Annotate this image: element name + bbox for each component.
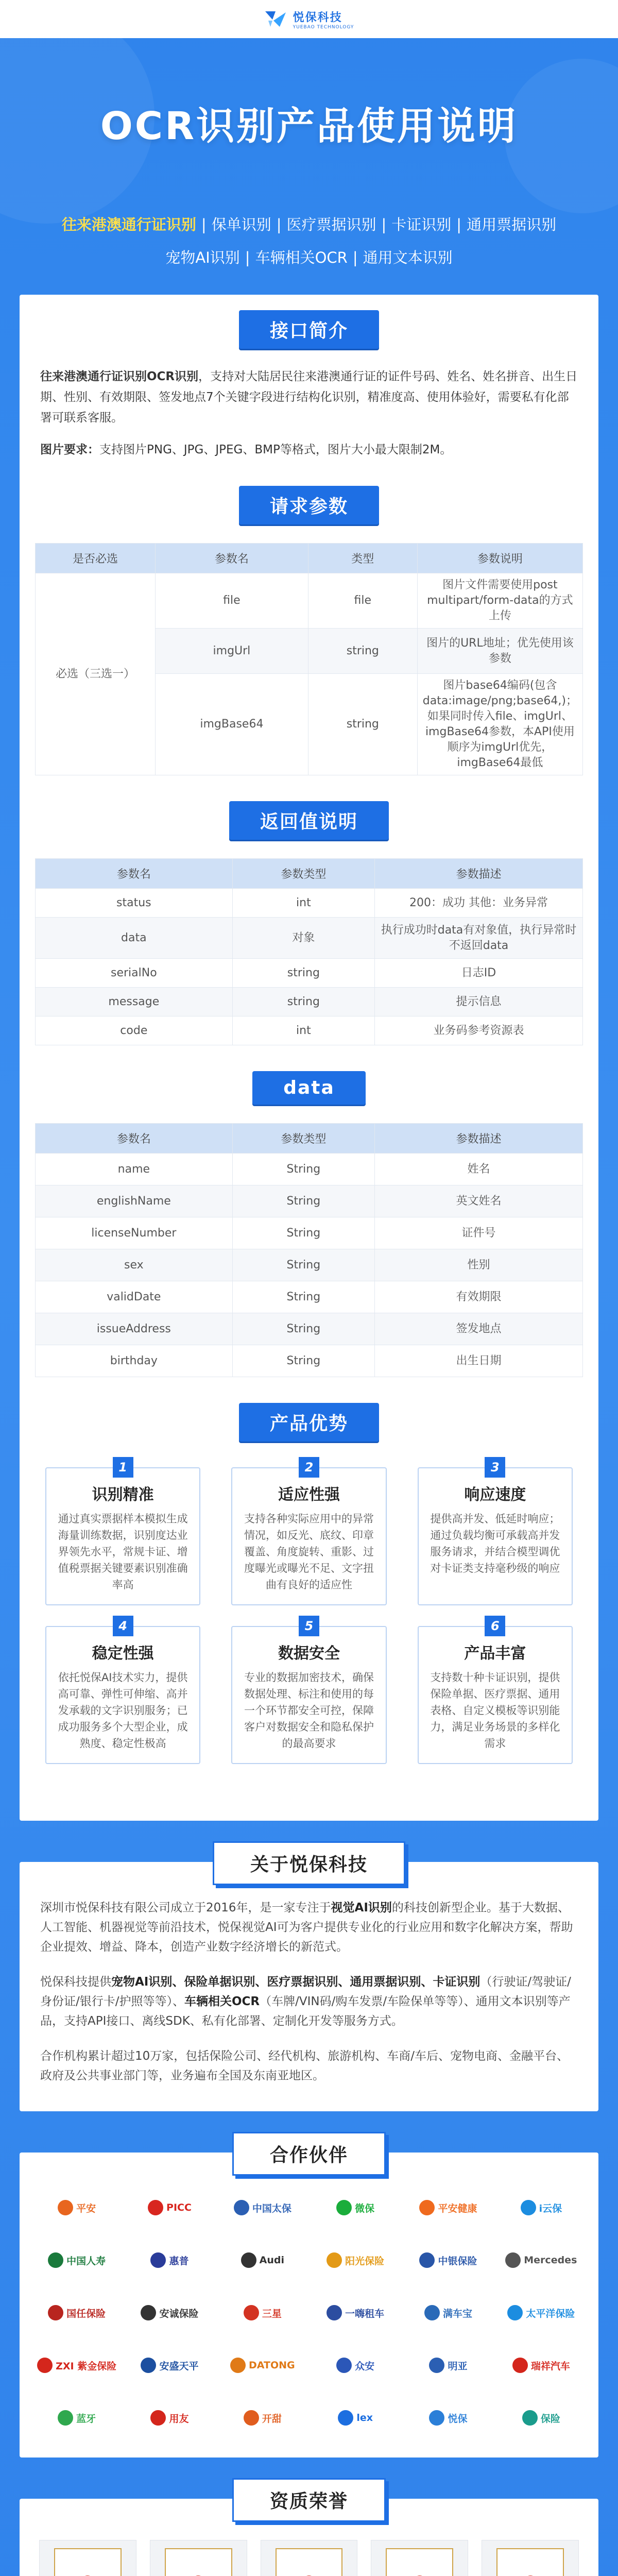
table-cell: validDate [36,1281,233,1313]
partner-logo-icon [338,2410,353,2426]
table-cell: 日志ID [375,959,583,988]
advantage-title: 响应速度 [464,1486,526,1504]
partner-logo-icon [521,2200,536,2215]
table-cell: String [232,1313,374,1345]
partner-logo [500,2346,583,2384]
intro-requirements [40,439,578,460]
partner-name: 一嗨租车 [345,2308,385,2319]
partner-name: 平安健康 [438,2202,477,2214]
partner-logo [128,2346,211,2384]
partner-logo [314,2399,397,2437]
data-fields-table [35,1123,583,1377]
nav-link-vehicle-ocr[interactable]: 车辆相关OCR [255,249,348,266]
partner-logo [128,2241,211,2279]
partner-logo-icon [48,2252,63,2268]
about-paragraph [40,1898,578,1957]
table-cell: imgUrl [156,629,308,674]
table-cell: String [232,1217,374,1249]
table-cell: 业务码参考资源表 [375,1016,583,1045]
table-row [36,573,583,629]
partner-name: 明亚 [448,2360,468,2372]
partner-logo-icon [58,2410,73,2426]
partner-name: 安诚保险 [159,2308,199,2319]
table-header-cell: 参数名 [156,544,308,573]
table-cell: int [232,1016,374,1045]
certificate-image [39,2540,136,2576]
about-text: （行驶证/驾驶证/身份证/银行卡/护照等等）、 [40,1975,571,2008]
doc-card [20,295,598,1821]
partner-logo-icon [244,2305,259,2320]
intro-lead-strong: 往来港澳通行证识别OCR识别 [40,370,199,383]
table-header-row [36,859,583,889]
table-cell: 图片的URL地址；优先使用该参数 [417,629,582,674]
table-cell: serialNo [36,959,233,988]
certificate [261,2540,358,2576]
table-cell: code [36,1016,233,1045]
table-row [36,1016,583,1045]
table-cell: string [308,674,417,775]
table-header-row [36,1124,583,1154]
certificate-image [150,2540,247,2576]
table-cell: data [36,918,233,959]
table-cell: string [232,959,374,988]
table-cell: 提示信息 [375,988,583,1016]
brand-name-en: YUEBAO TECHNOLOGY [293,24,354,30]
partner-logo-icon [150,2252,166,2268]
partner-name: 用友 [169,2413,189,2425]
certificate [39,2540,136,2576]
table-row [36,1281,583,1313]
table-row [36,1217,583,1249]
partner-name: 蓝牙 [76,2413,96,2425]
table-cell: file [156,573,308,629]
partners-card [20,2145,598,2458]
partner-logo [35,2399,118,2437]
table-cell: String [232,1154,374,1185]
certs-card [20,2491,598,2576]
partner-name: 瑞祥汽车 [530,2360,570,2372]
table-header-cell: 参数名 [36,859,233,889]
table-cell: message [36,988,233,1016]
partner-logo [314,2346,397,2384]
partner-logo [500,2241,583,2279]
intro-req-strong: 图片要求： [40,443,99,456]
partner-logo [35,2294,118,2332]
advantage-desc: 支持数十种卡证识别，提供保险单据、医疗票据、通用表格、自定义模板等识别能力，满足业务场景的多样化需求 [430,1671,560,1750]
table-header-cell: 参数名 [36,1124,233,1154]
partner-logo [128,2399,211,2437]
table-cell: imgBase64 [156,674,308,775]
about-text: （车牌/VIN码/购车发票/车险保单等等）、通用文本识别等产品，支持API接口、离线SDK、私有化部署、定制化开发等服务方式。 [40,1995,571,2028]
partner-logo-icon [429,2358,444,2373]
partner-name: 中国人寿 [66,2255,106,2267]
advantage-title: 产品丰富 [464,1645,526,1663]
partner-logo-icon [429,2410,444,2426]
request-section [20,524,598,796]
about-section [20,1862,598,2111]
response-section [20,840,598,1066]
section-title-advantages: 产品优势 [239,1403,379,1442]
advantage-title: 识别精准 [92,1486,154,1504]
table-cell: 英文姓名 [375,1185,583,1217]
partner-logo-icon [419,2252,435,2268]
partner-logo-icon [512,2358,528,2373]
advantage-card [45,1460,200,1605]
table-row [36,918,583,959]
table-header-cell: 是否必选 [36,544,156,573]
nav-link-card[interactable]: 卡证识别 [391,216,452,233]
table-cell: issueAddress [36,1313,233,1345]
about-text-strong: 视觉AI识别 [331,1901,392,1914]
table-header-cell: 参数描述 [375,1124,583,1154]
table-cell: licenseNumber [36,1217,233,1249]
partner-logo-icon [327,2252,342,2268]
table-header-cell: 参数类型 [232,1124,374,1154]
partner-logo [35,2241,118,2279]
section-title-request: 请求参数 [239,486,379,524]
partner-name: 中国太保 [252,2202,291,2214]
table-cell: name [36,1154,233,1185]
table-cell: 200：成功 其他：业务异常 [375,889,583,918]
table-row [36,959,583,988]
partner-name: Audi [259,2255,284,2266]
nav-link-medical-bill[interactable]: 医疗票据识别 [286,216,376,233]
partner-logo [314,2241,397,2279]
about-text-strong: 宠物AI识别、保险单据识别、医疗票据识别、通用票据识别、卡证识别 [111,1975,480,1989]
advantage-number: 4 [113,1616,133,1636]
partner-logo-icon [141,2305,156,2320]
partner-logo-icon [241,2252,256,2268]
partner-logo [221,2399,304,2437]
advantage-title: 稳定性强 [92,1645,154,1663]
table-cell: 证件号 [375,1217,583,1249]
brand-name-cn: 悦保科技 [293,11,342,24]
table-cell: 签发地点 [375,1313,583,1345]
partner-name: 惠普 [169,2255,189,2267]
brand-logo-icon [264,9,287,29]
certificate-image [482,2540,579,2576]
about-card [20,1854,598,2111]
table-row [36,1154,583,1185]
partner-logo [406,2189,490,2227]
partner-logo-icon [522,2410,538,2426]
partner-name: ZXI 紫金保险 [56,2360,117,2372]
partner-logo [221,2241,304,2279]
certificate-seal-icon [165,2548,232,2576]
advantage-desc: 提供高并发、低延时响应；通过负载均衡可承载高并发服务请求，并结合模型调优对卡证类支持毫秒级的响应 [430,1513,560,1574]
table-cell: 有效期限 [375,1281,583,1313]
about-paragraph: 合作机构累计超过10万家，包括保险公司、经代机构、旅游机构、车商/车后、宠物电商、金融平台、政府及公共事业部门等，业务遍布全国及东南亚地区。 [40,2049,569,2082]
table-cell-required: 必选（三选一） [36,573,156,775]
advantage-card [231,1460,386,1605]
partner-logo [314,2294,397,2332]
partner-name: 中银保险 [438,2255,477,2267]
advantage-desc: 专业的数据加密技术，确保数据处理、标注和使用的每一个环节都安全可控，保障客户对数据安全和隐私保护的最高要求 [244,1671,374,1750]
advantage-number: 2 [299,1457,319,1478]
partner-logo-icon [230,2358,246,2373]
partner-name: 安盛天平 [159,2360,199,2372]
partner-logo [128,2294,211,2332]
table-cell: file [308,573,417,629]
table-row [36,988,583,1016]
certificate-image [261,2540,358,2576]
partner-name: 众安 [355,2360,375,2372]
hero-banner [0,38,618,208]
advantage-card [418,1619,573,1764]
partner-logo [314,2189,397,2227]
section-title-intro: 接口简介 [239,310,379,349]
advantage-desc: 支持各种实际应用中的异常情况，如反光、底纹、印章覆盖、角度旋转、重影、过度曝光或曝光不足、文字扭曲有良好的适应性 [244,1513,374,1591]
partner-logo [35,2189,118,2227]
table-cell: sex [36,1249,233,1281]
table-row [36,1313,583,1345]
partner-name: 悦保 [448,2413,468,2425]
table-cell: String [232,1281,374,1313]
table-cell: birthday [36,1345,233,1377]
about-text: 悦保科技提供 [40,1975,111,1989]
advantage-card [231,1619,386,1764]
certificate-seal-icon [496,2548,564,2576]
table-row [36,1345,583,1377]
intro-section [20,349,598,481]
partner-logo [500,2294,583,2332]
about-text: 深圳市悦保科技有限公司成立于2016年，是一家专注于 [40,1901,331,1914]
advantage-title: 适应性强 [278,1486,340,1504]
partner-logo-icon [507,2305,523,2320]
certificate-image [371,2540,468,2576]
advantage-desc: 依托悦保AI技术实力，提供高可靠、弹性可伸缩、高并发承载的文字识别服务；已成功服务多个大型企业，成熟度、稳定性极高 [58,1671,188,1750]
partner-logo-icon [327,2305,342,2320]
partner-name: 微保 [355,2202,375,2214]
table-cell: String [232,1345,374,1377]
request-params-table [35,543,583,775]
table-cell: status [36,889,233,918]
section-title-partners: 合作伙伴 [232,2132,386,2176]
table-cell: string [232,988,374,1016]
table-cell: 性别 [375,1249,583,1281]
advantage-number: 6 [485,1616,505,1636]
table-cell: String [232,1185,374,1217]
partner-logo [221,2189,304,2227]
certificate-seal-icon [54,2548,122,2576]
partner-logo [35,2346,118,2384]
partner-name: 保险 [540,2413,560,2425]
nav-link-general-text[interactable]: 通用文本识别 [363,249,453,266]
section-title-data: data [252,1071,366,1105]
partner-logo-icon [336,2200,352,2215]
partner-logo [406,2399,490,2437]
table-cell: 姓名 [375,1154,583,1185]
about-text: 的科技创新型企业。基于大数据、人工智能、机器视觉等前沿技术，悦保视觉AI可为客户提供专业化的行业应用和数字化解决方案，帮助企业提效、增益、降本，创造产业数字经济增长的新范式。 [40,1901,573,1954]
section-title-response: 返回值说明 [229,801,389,840]
table-header-cell: 参数类型 [232,859,374,889]
table-cell: 图片文件需要使用post multipart/form-data的方式上传 [417,573,582,629]
section-title-about: 关于悦保科技 [213,1841,405,1885]
response-table [35,858,583,1045]
table-cell: 对象 [232,918,374,959]
partner-name: Mercedes [524,2255,577,2266]
product-nav [0,208,618,274]
product-nav-line-1: 往来港澳通行证识别 | 保单识别 | 医疗票据识别 | 卡证识别 | 通用票据识别 [61,216,557,233]
intro-lead-text: ，支持对大陆居民往来港澳通行证的证件号码、姓名、姓名拼音、出生日期、性别、有效期限、签发地点7个关键字段进行结构化识别，精准度高、使用体验好，需要私有化部署可联系客服。 [40,370,578,425]
page-title: OCR识别产品使用说明 [100,104,518,148]
nav-link-general-bill[interactable]: 通用票据识别 [467,216,557,233]
about-text-strong: 车辆相关OCR [184,1995,260,2008]
partner-logo-icon [419,2200,435,2215]
nav-link-pet-ai[interactable]: 宠物AI识别 [165,249,240,266]
advantage-desc: 通过真实票据样本模拟生成海量训练数据，识别度达业界领先水平，常规卡证、增值税票据关键要素识别准确率高 [58,1513,188,1591]
partner-name: 三星 [262,2308,282,2319]
table-cell: String [232,1249,374,1281]
partner-name: 开甜 [262,2413,282,2425]
data-section [20,1105,598,1398]
advantage-number: 3 [485,1457,505,1478]
table-row [36,1249,583,1281]
partner-name: 满车宝 [442,2308,472,2319]
partner-logo [406,2346,490,2384]
certificate [371,2540,468,2576]
partner-logo-icon [150,2410,166,2426]
partner-logo [500,2399,583,2437]
certificate-seal-icon [386,2548,453,2576]
partner-logo [406,2241,490,2279]
partner-logo-icon [148,2200,163,2215]
advantages-grid [20,1442,598,1795]
advantage-number: 5 [299,1616,319,1636]
table-row [36,889,583,918]
partner-logo-icon [141,2358,156,2373]
section-title-certs: 资质荣誉 [232,2478,386,2522]
advantage-card [418,1460,573,1605]
partner-logo [128,2189,211,2227]
table-cell: 图片base64编码(包含data:image/png;base64,)；如果同时传入file、imgUrl、imgBase64参数，本API使用顺序为imgUrl优先，imgBase64最低 [417,674,582,775]
partner-logo [221,2346,304,2384]
partner-name: 阳光保险 [345,2255,385,2267]
partner-logo [406,2294,490,2332]
advantage-number: 1 [113,1457,133,1478]
certificate [482,2540,579,2576]
partner-logo-icon [48,2305,63,2320]
partners-grid [20,2153,598,2458]
partner-logo [221,2294,304,2332]
partner-logo-icon [37,2358,53,2373]
advantage-title: 数据安全 [278,1645,340,1663]
partner-name: 国任保险 [66,2308,106,2319]
partner-name: PICC [166,2202,192,2213]
intro-req-text: 支持图片PNG、JPG、JPEG、BMP等格式，图片大小最大限制2M。 [99,443,452,456]
table-header-cell: 参数描述 [375,859,583,889]
partner-logo-icon [336,2358,352,2373]
partner-logo-icon [505,2252,521,2268]
partner-name: 平安 [76,2202,96,2214]
advantage-card [45,1619,200,1764]
partner-name: 太平洋保险 [526,2308,575,2319]
partner-logo-icon [234,2200,249,2215]
partner-logo [500,2189,583,2227]
partner-logo-icon [58,2200,73,2215]
product-nav-line-2: 宠物AI识别 | 车辆相关OCR | 通用文本识别 [165,249,453,266]
table-row [36,1185,583,1217]
brand-logo-text [293,9,354,30]
nav-link-policy[interactable]: 保单识别 [211,216,271,233]
certificate-seal-icon [276,2548,343,2576]
hero-decoration [505,59,618,213]
about-paragraph [40,1972,578,2031]
partner-name: lex [356,2412,373,2424]
intro-paragraph [40,366,578,428]
table-cell: 执行成功时data有对象值，执行异常时不返回data [375,918,583,959]
table-header-cell: 类型 [308,544,417,573]
partner-logo-icon [424,2305,440,2320]
table-cell: string [308,629,417,674]
partner-name: i云保 [539,2202,562,2214]
certificate [150,2540,247,2576]
table-cell: int [232,889,374,918]
table-header-cell: 参数说明 [417,544,582,573]
nav-link-hkmo-pass[interactable]: 往来港澳通行证识别 [61,216,196,233]
hero-decoration [0,7,154,224]
partner-name: DATONG [249,2360,295,2371]
table-cell: 出生日期 [375,1345,583,1377]
partner-logo-icon [244,2410,259,2426]
table-cell: englishName [36,1185,233,1217]
table-header-row [36,544,583,573]
